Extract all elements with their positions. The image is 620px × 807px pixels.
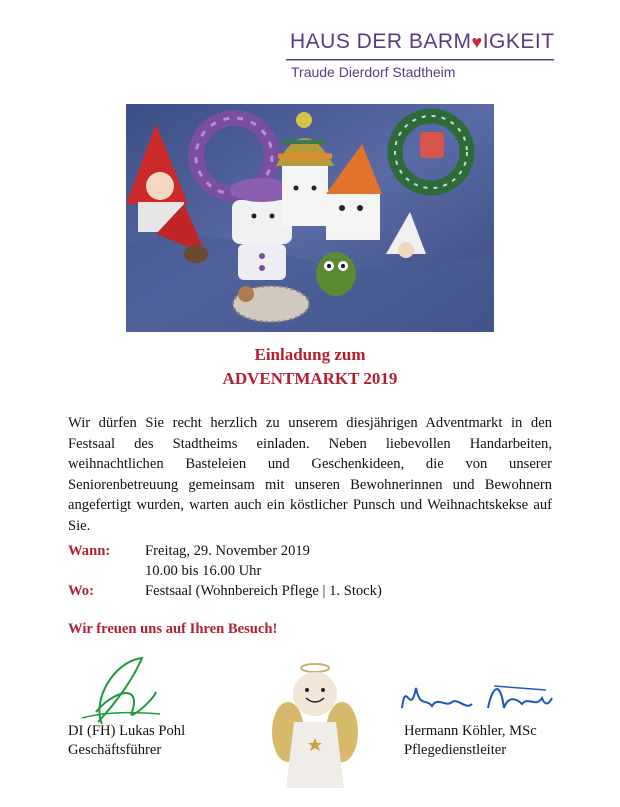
- signatory-left-name: DI (FH) Lukas Pohl: [68, 723, 186, 739]
- invitation-body: Wir dürfen Sie recht herzlich zu unserem diesjährigen Adventmarkt in den Festsaal des Stadtheims einladen. Neben liebevollen Handarbeiten, weihnachtlichen Basteleien und Geschenkideen, die von unserer Seniorenbetreuung gemeinsam mit unseren Bewohnerinnen und Bewohnern angefertigt wurden, warten auch ein köstlicher Punsch und Weihnachtskekse auf Sie.: [68, 415, 552, 534]
- when-label: Wann:: [68, 543, 111, 559]
- logo-name-part2: IGKEIT: [482, 30, 555, 53]
- where-label: Wo:: [68, 583, 94, 599]
- advent-crafts-photo: [126, 104, 494, 332]
- logo: [286, 28, 554, 84]
- invitation-title-line1: Einladung zum: [254, 345, 366, 364]
- angel-figure: [270, 660, 360, 790]
- closing-line: Wir freuen uns auf Ihren Besuch!: [68, 621, 278, 637]
- signature-left: [72, 652, 162, 732]
- logo-name-part1: HAUS DER BARM: [290, 30, 472, 53]
- logo-subtitle: Traude Dierdorf Stadtheim: [291, 64, 456, 80]
- logo-divider: [286, 59, 554, 62]
- invitation-title-line2: ADVENTMARKT 2019: [222, 369, 398, 388]
- when-time: 10.00 bis 16.00 Uhr: [145, 563, 262, 579]
- heart-icon: ♥: [471, 32, 483, 52]
- signatory-right: [404, 722, 537, 760]
- signatory-right-name: Hermann Köhler, MSc: [404, 723, 537, 739]
- signatory-left-role: Geschäftsführer: [68, 742, 162, 758]
- signature-right: [396, 668, 556, 728]
- where-value: Festsaal (Wohnbereich Pflege | 1. Stock): [145, 583, 382, 599]
- logo-name: [290, 30, 555, 54]
- signatory-left: [68, 722, 185, 760]
- when-date: Freitag, 29. November 2019: [145, 543, 310, 559]
- signatory-right-role: Pflegedienstleiter: [404, 742, 507, 758]
